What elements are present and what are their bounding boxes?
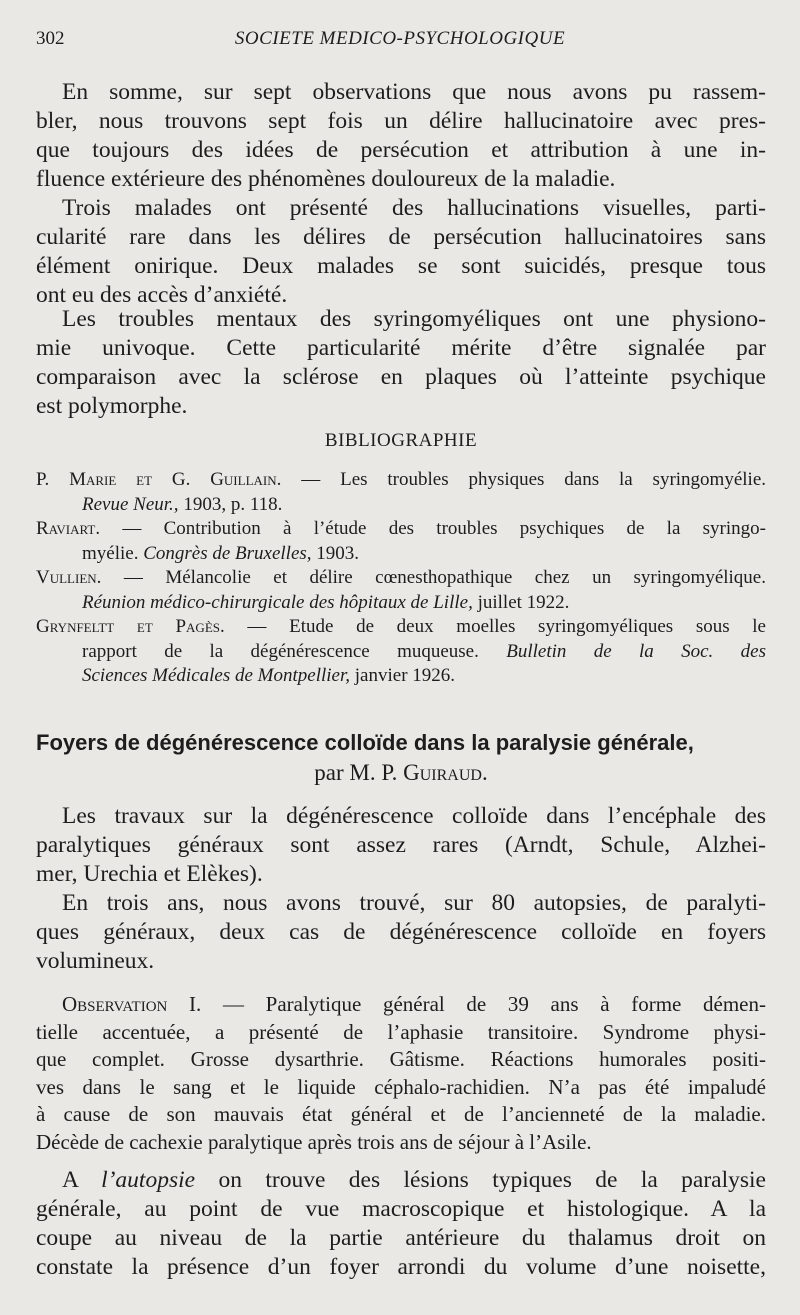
text-fragment: on trouve des lésions typiques de la paralysie [195,1167,766,1193]
text-line: tielle accentuée, a présenté de l’aphasie transitoire. Syndrome physi- [36,1019,766,1044]
text-line: à cause de son mauvais état général et de l’ancienneté de la maladie. [36,1102,766,1126]
running-head [36,28,764,56]
bib-source: Bulletin de la Soc. des [506,640,766,662]
text-line: que complet. Grosse dysarthrie. Gâtisme. Réactions humorales positi- [36,1047,766,1071]
bib-author: Vullien. [36,567,102,588]
text-line: En trois ans, nous avons trouvé, sur 80 autopsies, de paralyti- [62,890,766,916]
text-line: est polymorphe. [36,393,188,419]
text-line: que toujours des idées de persécution et attribution à une in- [36,137,766,163]
body-paragraph-2 [36,889,766,976]
bib-title-cont: myélie. [82,542,144,564]
text-line: paralytiques généraux sont assez rares (Arndt, Schule, Alzhei- [36,832,766,858]
text-line: mie univoque. Cette particularité mérite d’être signalée par [36,335,766,361]
bib-title: — Mélancolie et délire cœnesthopathique chez un syringomyélique. [101,567,766,588]
text-line: constate la présence d’un foyer arrondi du volume d’une noisette, [36,1254,766,1280]
bib-source-cont: Sciences Médicales de Montpellier, [82,665,351,686]
text-line: Trois malades ont présenté des hallucinations visuelles, parti- [62,195,766,221]
observation-label: Observation I. [62,992,202,1016]
text-line: — Paralytique général de 39 ans à forme démen- [201,992,766,1016]
observation-paragraph [36,991,766,1156]
text-line: élément onirique. Deux malades se sont suicidés, presque tous [36,253,766,279]
bib-details: 1903. [311,542,360,564]
section-heading: Foyers de dégénérescence colloïde dans la paralysie générale, [36,730,694,755]
bib-author: P. Marie et G. Guillain. [36,469,282,490]
bibliography-entry [36,615,766,689]
bibliography-entry [36,517,766,566]
bibliography-list [36,468,766,689]
text-line: bler, nous trouvons sept fois un délire hallucinatoire avec pres- [36,108,766,134]
text-line: mer, Urechia et Elèkes). [36,861,263,887]
bib-details: juillet 1922. [472,591,570,613]
text-line: ont eu des accès d’anxiété. [36,282,288,308]
bib-source: Congrès de Bruxelles, [143,542,312,564]
text-line: volumineux. [36,948,155,974]
bib-details: 1903, p. 118. [178,493,283,515]
page-number: 302 [36,28,65,49]
bib-title: — Les troubles physiques dans la syringomyélie. [281,469,767,490]
bib-author: Grynfeltt et Pagès. [36,616,225,637]
bibliography-entry [36,566,766,615]
text-line: Les troubles mentaux des syringomyéliques ont une physiono- [62,306,766,332]
bibliography-entry [36,468,766,517]
intro-paragraph-2 [36,194,766,310]
section-title [36,728,766,788]
bibliography-heading: BIBLIOGRAPHIE [324,430,478,451]
text-line: En somme, sur sept observations que nous avons pu rassem- [62,79,766,105]
text-line: ques généraux, deux cas de dégénérescence colloïde en foyers [36,919,766,945]
text-line: Décède de cachexie paralytique après trois ans de séjour à l’Asile. [36,1129,592,1154]
text-line: Les travaux sur la dégénérescence colloïde dans l’encéphale des [62,803,766,829]
intro-paragraph-3 [36,305,766,421]
text-line: ves dans le sang et le liquide céphalo-rachidien. N’a pas été impaludé [36,1074,766,1099]
byline-prefix: par M. P. [314,760,404,785]
bib-source: Revue Neur., [82,493,179,515]
bib-details: janvier 1926. [350,665,456,686]
intro-paragraph-1 [36,78,766,194]
section-byline [36,758,766,788]
bib-title: — Contribution à l’étude des troubles psychiques de la syringo- [100,518,766,539]
bib-author: Raviart. [36,518,101,539]
text-line: coupe au niveau de la partie antérieure du thalamus droit on [36,1225,766,1251]
text-line: comparaison avec la sclérose en plaques où l’atteinte psychique [36,364,766,390]
autopsy-paragraph [36,1166,766,1282]
text-line: fluence extérieure des phénomènes douloureux de la maladie. [36,166,616,192]
bib-title: — Etude de deux moelles syringomyéliques sous le [224,616,766,637]
bib-title-cont: rapport de la dégénérescence muqueuse. [82,640,507,662]
running-title: SOCIETE MEDICO-PSYCHOLOGIQUE [234,28,566,49]
text-line: cularité rare dans les délires de persécution hallucinatoires sans [36,224,766,250]
byline-author: Guiraud. [403,760,488,785]
emphasis-autopsie: l’autopsie [101,1167,196,1193]
bib-source: Réunion médico-chirurgicale des hôpitaux de Lille, [82,591,473,613]
body-paragraph-1 [36,802,766,889]
text-line: générale, au point de vue macroscopique et histologique. A la [36,1196,766,1222]
text-fragment: A [62,1167,102,1193]
